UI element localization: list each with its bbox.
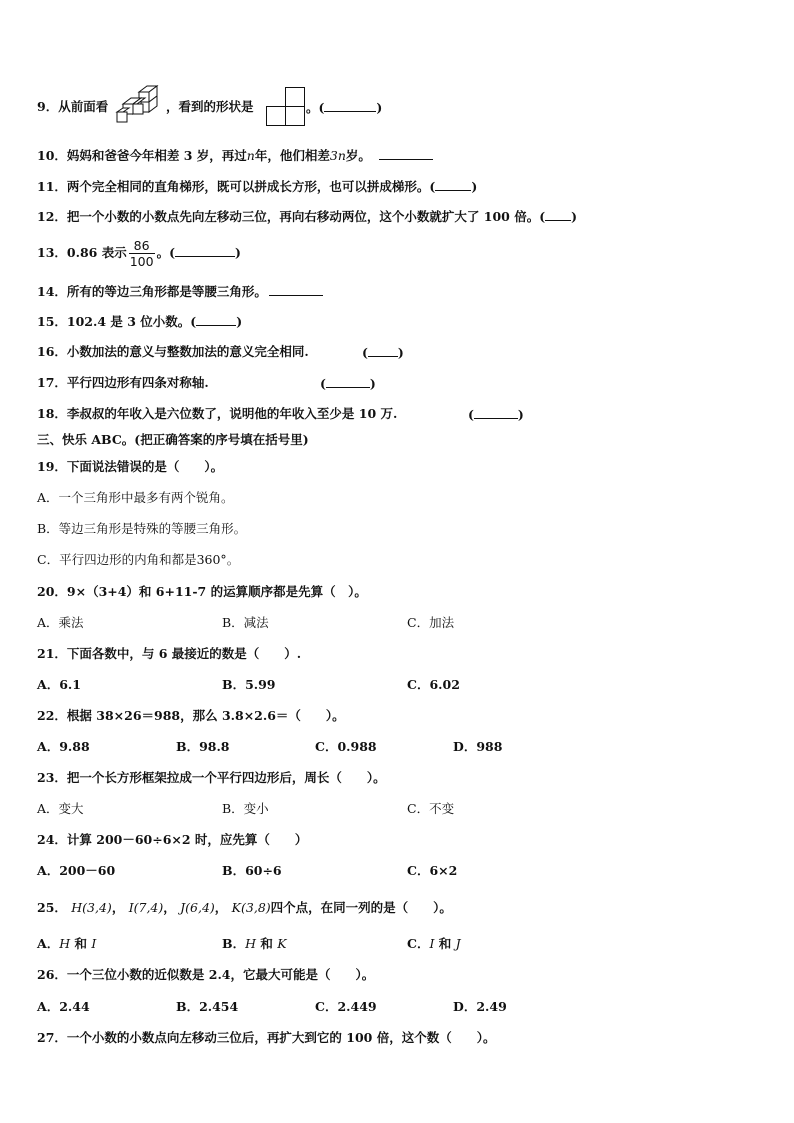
q25-option-a[interactable]: A．H 和 I (37, 936, 97, 951)
q26-option-b[interactable]: B．2.454 (176, 999, 239, 1014)
front-view-figure (266, 86, 306, 126)
q9-answer: 。( ) (306, 100, 383, 115)
q23-option-c[interactable]: C．不变 (407, 801, 455, 816)
point-k: K(3,8) (231, 900, 271, 915)
q26-option-c[interactable]: C．2.449 (315, 999, 377, 1014)
question-19: 19．下面说法错误的是（ ）。 (37, 459, 224, 474)
point-h: H(3,4) (71, 900, 112, 915)
q11-blank[interactable] (435, 178, 471, 191)
q19-option-c[interactable]: C．平行四边形的内角和都是360°。 (37, 552, 240, 567)
q25-option-b[interactable]: B．H 和 K (222, 936, 287, 951)
question-9 (37, 99, 108, 115)
q22-option-c[interactable]: C．0.988 (315, 739, 377, 754)
question-13: 13．0.86 表示 $\frac{86}{100}$ 。( ) (37, 238, 241, 269)
q20-option-c[interactable]: C．加法 (407, 615, 455, 630)
question-12: 12．把一个小数的小数点先向左移动三位，再向右移动两位，这个小数就扩大了 100 倍。( ) (37, 209, 578, 224)
q10-blank[interactable] (379, 147, 433, 160)
q15-blank[interactable] (196, 313, 236, 326)
question-18: 18．李叔叔的年收入是六位数了，说明他的年收入至少是 10 万. (37, 406, 398, 421)
question-25: 25． H(3,4)， I(7,4)， J(6,4)， K(3,8)四个点，在同一列的是（ ）。 (37, 900, 452, 915)
question-14: 14．所有的等边三角形都是等腰三角形。 (37, 283, 323, 300)
question-16: 16．小数加法的意义与整数加法的意义完全相同. (37, 344, 309, 359)
question-17: 17．平行四边形有四条对称轴. (37, 375, 209, 390)
point-j: J(6,4) (180, 900, 215, 915)
q21-option-c[interactable]: C．6.02 (407, 677, 460, 692)
question-11: 11．两个完全相同的直角梯形，既可以拼成长方形，也可以拼成梯形。( ) (37, 179, 478, 194)
q20-option-b[interactable]: B．减法 (222, 615, 269, 630)
question-24: 24．计算 200－60÷6×2 时，应先算（ ） (37, 832, 308, 847)
q17-blank[interactable] (326, 375, 370, 388)
q21-option-a[interactable]: A．6.1 (37, 677, 81, 692)
q23-option-a[interactable]: A．变大 (37, 801, 84, 816)
q23-option-b[interactable]: B．变小 (222, 801, 269, 816)
q25-option-c[interactable]: C．I 和 J (407, 936, 461, 951)
question-20: 20．9×（3+4）和 6+11-7 的运算顺序都是先算（ ）。 (37, 584, 367, 599)
q22-option-d[interactable]: D．988 (453, 739, 503, 754)
q13-blank[interactable] (175, 244, 235, 257)
q19-option-a[interactable]: A．一个三角形中最多有两个锐角。 (37, 490, 234, 505)
question-21: 21．下面各数中，与 6 最接近的数是（ ）. (37, 646, 302, 661)
q16-blank[interactable] (368, 344, 398, 357)
q12-blank[interactable] (545, 208, 571, 221)
q26-option-d[interactable]: D．2.49 (453, 999, 507, 1014)
cube-stack-figure (117, 84, 159, 124)
q9-text: 9．从前面看 (37, 99, 109, 114)
question-27: 27．一个小数的小数点向左移动三位后，再扩大到它的 100 倍，这个数（ ）。 (37, 1030, 496, 1045)
point-i: I(7,4) (128, 900, 164, 915)
fraction-86-100: $\frac{86}{100}$ (129, 238, 154, 269)
q16-paren: ( ) (362, 345, 404, 360)
q18-blank[interactable] (474, 406, 518, 419)
q21-option-b[interactable]: B．5.99 (222, 677, 276, 692)
question-22: 22．根据 38×26＝988，那么 3.8×2.6＝（ ）。 (37, 708, 345, 723)
q17-paren: ( ) (320, 376, 376, 391)
q20-option-a[interactable]: A．乘法 (37, 615, 84, 630)
q26-option-a[interactable]: A．2.44 (37, 999, 90, 1014)
q19-option-b[interactable]: B．等边三角形是特殊的等腰三角形。 (37, 521, 247, 536)
question-26: 26．一个三位小数的近似数是 2.4，它最大可能是（ ）。 (37, 967, 375, 982)
q24-option-b[interactable]: B．60÷6 (222, 863, 282, 878)
q14-blank[interactable] (269, 283, 323, 296)
question-10: 10．妈妈和爸爸今年相差 3 岁，再过n年，他们相差3n岁。 (37, 147, 433, 164)
question-23: 23．把一个长方形框架拉成一个平行四边形后，周长（ ）。 (37, 770, 386, 785)
q22-option-a[interactable]: A．9.88 (37, 739, 90, 754)
question-15: 15．102.4 是 3 位小数。( ) (37, 314, 243, 329)
section-3-heading: 三、快乐 ABC。(把正确答案的序号填在括号里) (37, 432, 309, 447)
q24-option-a[interactable]: A．200－60 (37, 863, 116, 878)
q24-option-c[interactable]: C．6×2 (407, 863, 458, 878)
q18-paren: ( ) (468, 407, 524, 422)
q9-mid: ，看到的形状是 (166, 99, 254, 114)
q22-option-b[interactable]: B．98.8 (176, 739, 230, 754)
